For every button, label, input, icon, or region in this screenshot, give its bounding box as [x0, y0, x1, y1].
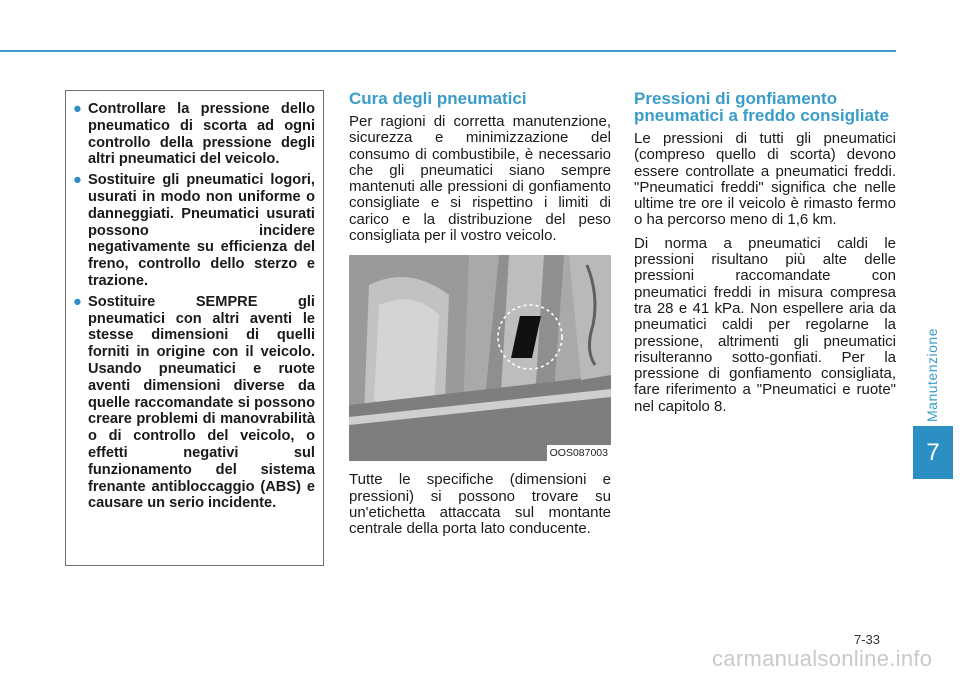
chapter-title: Manutenzione — [924, 328, 941, 422]
section-paragraph: Di norma a pneumatici caldi le pressioni risultano più alte delle pressioni raccomandate con pneumatici freddi in misura compresa tra 28 e 41 kPa. Non espellere aria da pneumatici caldi per regolarne la pressione, altrimenti gli pneumatici risulteranno sotto-gonfiati. Per la pressione di gonfiamento consigliata, fare riferimento a "Pneumatici e ruote" nel capitolo 8. — [634, 234, 896, 415]
warning-text: Sostituire SEMPRE gli pneumatici con altri aventi le stesse dimensioni di quelli forniti in origine con il veicolo. Usando pneumatici e ruote aventi dimensioni diverse da quelle raccomandate si possono creare problemi di manovrabilità o di controllo del veicolo, o effetti negativi sul funzionamento del sistema frenante antibloccaggio (ABS) e causare un serio incidente. — [88, 293, 315, 512]
watermark: carmanualsonline.info — [712, 646, 933, 671]
page-number: 7-33 — [854, 632, 881, 647]
section-paragraph: Per ragioni di corretta manutenzione, sicurezza e minimizzazione del consumo di combustibile, è necessario che gli pneumatici siano sempre mantenuti alle pressioni di gonfiamento consigliate e si rispettino i limiti di carico e la distribuzione del peso consigliata per il vostro veicolo. — [349, 113, 611, 245]
bullet-icon: ● — [73, 101, 82, 117]
image-code: OOS087003 — [547, 445, 611, 461]
tire-care-section — [349, 90, 611, 545]
door-pillar-illustration — [349, 255, 611, 461]
warning-text: Sostituire gli pneumatici logori, usurati in modo non uniforme o danneggiati. Pneumatici usurati possono incidere negativamente su efficienza del freno, controllo dello sterzo e trazione. — [88, 172, 315, 289]
section-paragraph: Tutte le specifiche (dimensioni e pressioni) si possono trovare su un'etichetta attaccata sul montante centrale della porta lato conducente. — [349, 471, 611, 538]
header-rule — [0, 50, 896, 52]
chapter-side-label — [912, 320, 952, 430]
warning-item — [73, 101, 315, 168]
section-heading: Cura degli pneumatici — [349, 89, 527, 108]
warning-item — [73, 293, 315, 512]
warning-text: Controllare la pressione dello pneumatico di scorta ad ogni controllo della pressione degli altri pneumatici del veicolo. — [88, 101, 315, 168]
warning-box — [65, 90, 324, 566]
section-paragraph: Le pressioni di tutti gli pneumatici (compreso quello di scorta) devono essere controllate a pneumatici freddi. "Pneumatici freddi" significa che nelle ultime tre ore il veicolo è rimasto fermo o ha percorso meno di 1,6 km. — [634, 130, 896, 229]
door-pillar-photo — [349, 255, 611, 461]
chapter-number-tab: 7 — [913, 426, 953, 479]
section-heading: Pressioni di gonfiamento pneumatici a freddo consigliate — [634, 89, 890, 125]
cold-pressure-section — [634, 90, 896, 422]
warning-item — [73, 172, 315, 290]
bullet-icon: ● — [73, 293, 82, 310]
bullet-icon: ● — [73, 172, 82, 189]
